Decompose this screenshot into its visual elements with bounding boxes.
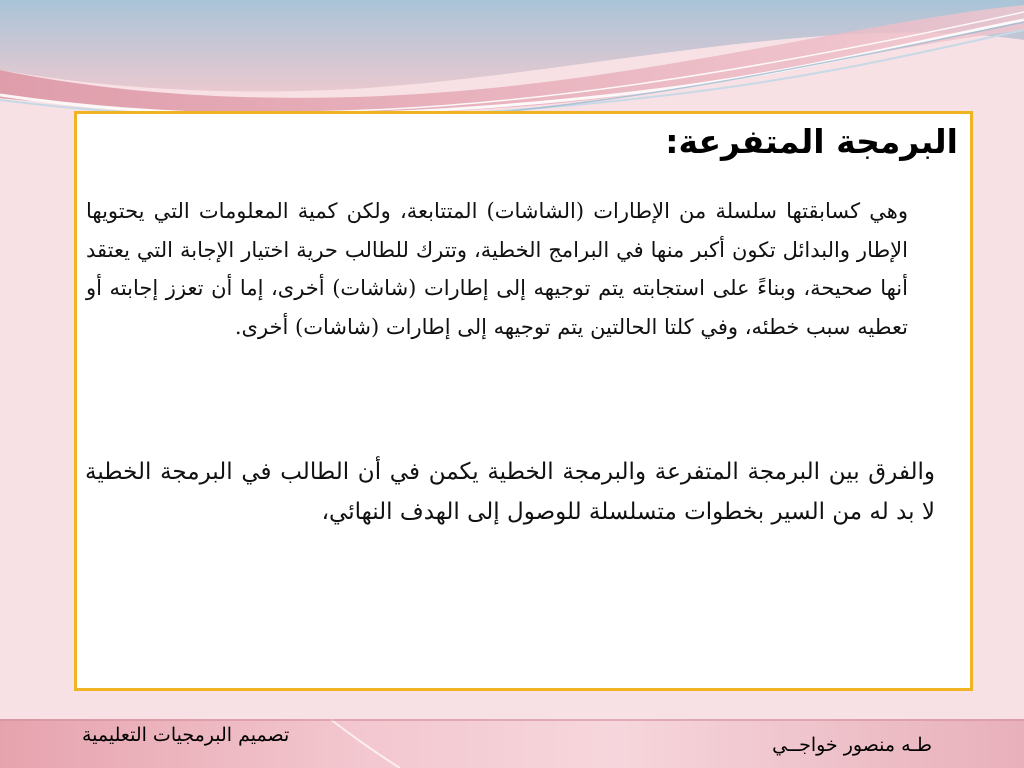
footer-course-title: تصميم البرمجيات التعليمية <box>82 724 290 746</box>
footer-author-name: طـه منصور خواجــي <box>772 734 932 756</box>
slide-title: البرمجة المتفرعة: <box>665 122 958 161</box>
paragraph-branching-description: وهي كسابقتها سلسلة من الإطارات (الشاشات) المتتابعة، ولكن كمية المعلومات التي يحتويها الإطار والبدائل تكون أكبر منها في البرامج الخطية، وتترك للطالب حرية اختيار الإجابة التي يعتقد أنها صحيحة، وبناءً على استجابته يتم توجيهه إلى إطارات (شاشات) أخرى، إما أن تعزز إجابته أو تعطيه سبب خطئه، وفي كلتا الحالتين يتم توجيهه إلى إطارات (شاشات) أخرى. <box>86 199 908 339</box>
paragraph-difference: والفرق بين البرمجة المتفرعة والبرمجة الخطية يكمن في أن الطالب في البرمجة الخطية لا بد له من السير بخطوات متسلسلة للوصول إلى الهدف النهائي، <box>85 459 935 525</box>
content-frame <box>74 111 973 691</box>
